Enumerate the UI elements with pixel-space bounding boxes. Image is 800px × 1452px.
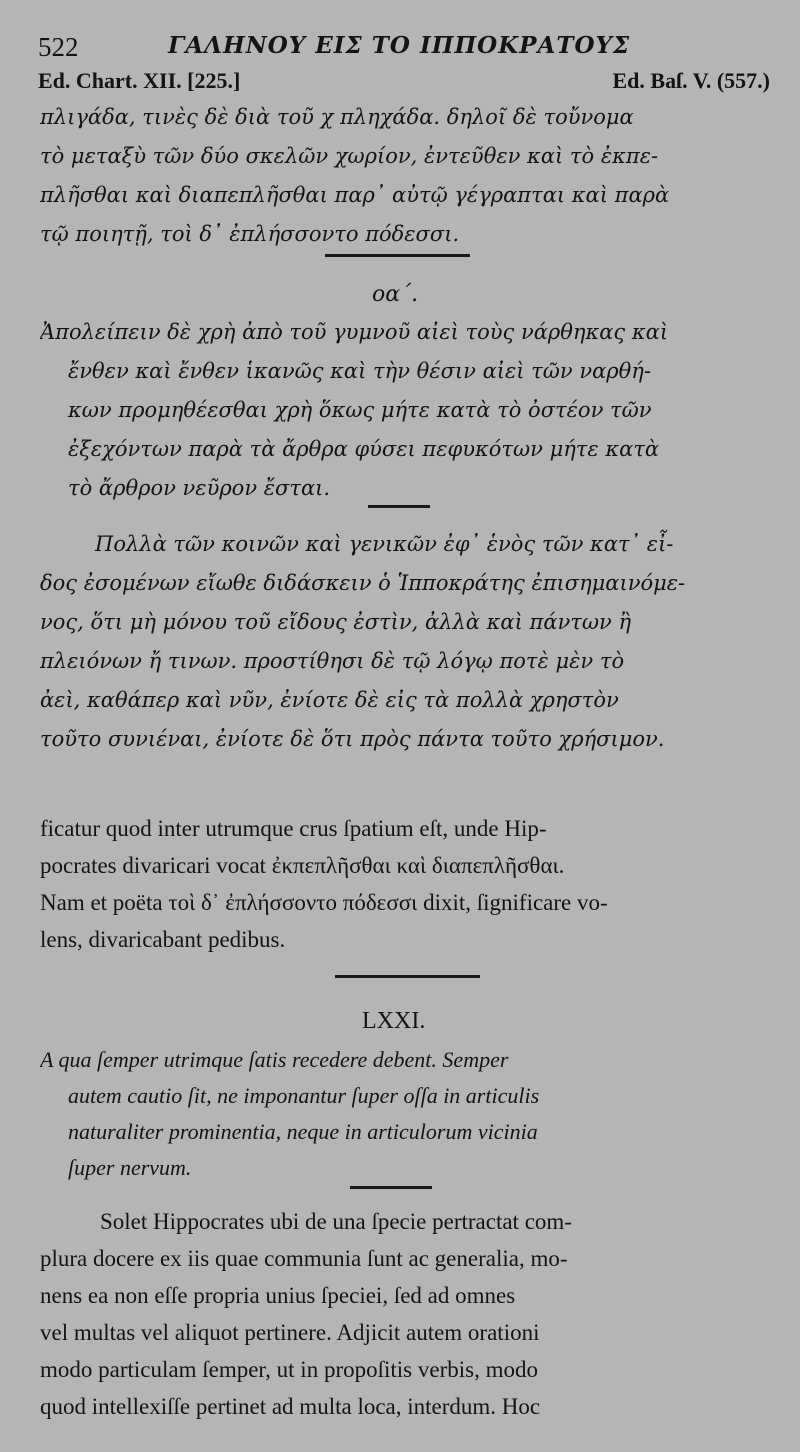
text-line: autem cautio ſit, ne imponantur ſuper oſſa in articulis — [68, 1083, 540, 1108]
latin-commentary — [40, 1203, 770, 1425]
section-divider — [368, 505, 430, 508]
text-line: πλειόνων ἤ τινων. προστίθησι δὲ τῷ λόγῳ ποτὲ μὲν τὸ — [40, 649, 625, 673]
text-line: κων προμηθέεσθαι χρὴ ὅκως μήτε κατὰ τὸ ὀστέον τῶν — [68, 398, 652, 422]
text-line: τοῦτο συνιέναι, ἐνίοτε δὲ ὅτι πρὸς πάντα τοῦτο χρήσιμον. — [40, 727, 665, 751]
text-line: ἀεὶ, καθάπερ καὶ νῦν, ἐνίοτε δὲ εἰς τὰ πολλὰ χρηστὸν — [40, 688, 619, 712]
text-line: vel multas vel aliquot pertinere. Adjicit autem orationi — [40, 1320, 540, 1345]
greek-aphorism — [40, 313, 770, 508]
section-divider — [350, 1186, 432, 1189]
latin-top-paragraph — [40, 810, 770, 958]
text-line: Ἀπολείπειν δὲ χρὴ ἀπὸ τοῦ γυμνοῦ αἰεὶ τοὺς νάρθηκας καὶ — [40, 320, 669, 344]
text-line: ſuper nervum. — [68, 1155, 192, 1180]
greek-top-paragraph — [40, 98, 770, 254]
running-title: ΓΑΛΗΝΟΥ ΕΙΣ ΤΟ ΙΠΠΟΚΡΑΤΟΥΣ — [168, 32, 631, 59]
text-line: ἔνθεν καὶ ἔνθεν ἱκανῶς καὶ τὴν θέσιν αἰεὶ τῶν ναρθή- — [68, 359, 651, 383]
text-line: τὸ ἄρθρον νεῦρον ἔσται. — [68, 476, 331, 500]
latin-section-number: LXXI. — [362, 1008, 426, 1034]
text-line: A qua ſemper utrimque ſatis recedere debent. Semper — [40, 1047, 509, 1072]
text-line: τὸ μεταξὺ τῶν δύο σκελῶν χωρίον, ἐντεῦθεν καὶ τὸ ἐκπε- — [40, 144, 659, 168]
page-header — [38, 28, 770, 68]
text-line: modo particulam ſemper, ut in propoſitis verbis, modo — [40, 1357, 538, 1382]
section-divider — [335, 975, 480, 978]
text-line: ἐξεχόντων παρὰ τὰ ἄρθρα φύσει πεφυκότων μήτε κατὰ — [68, 437, 660, 461]
text-line: πλιγάδα, τινὲς δὲ διὰ τοῦ χ πληχάδα. δηλοῖ δὲ τοὔνομα — [40, 105, 634, 129]
text-line: Πολλὰ τῶν κοινῶν καὶ γενικῶν ἐφ᾽ ἑνὸς τῶν κατ᾽ εἶ- — [95, 532, 674, 556]
greek-commentary — [40, 525, 770, 759]
text-line: lens, divaricabant pedibus. — [40, 927, 286, 952]
text-line: pocrates divaricari vocat ἐκπεπλῆσθαι καὶ διαπεπλῆσθαι. — [40, 853, 565, 878]
text-line: quod intellexiſſe pertinet ad multa loca, interdum. Hoc — [40, 1394, 541, 1419]
text-line: plura docere ex iis quae communia ſunt ac generalia, mo- — [40, 1246, 568, 1271]
text-line: πλῆσθαι καὶ διαπεπλῆσθαι παρ᾽ αὐτῷ γέγραπται καὶ παρὰ — [40, 183, 670, 207]
text-line: δος ἐσομένων εἴωθε διδάσκειν ὁ Ἱπποκράτης ἐπισημαινόμε- — [40, 571, 686, 595]
edition-right: Ed. Baſ. V. (557.) — [612, 68, 770, 93]
text-line: nens ea non eſſe propria unius ſpeciei, ſed ad omnes — [40, 1283, 516, 1308]
text-line: ficatur quod inter utrumque crus ſpatium eſt, unde Hip- — [40, 816, 547, 841]
latin-aphorism — [40, 1042, 770, 1186]
text-line: Solet Hippocrates ubi de una ſpecie pertractat com- — [100, 1209, 572, 1234]
edition-reference — [38, 68, 770, 98]
text-line: τῷ ποιητῇ, τοὶ δ᾽ ἐπλήσσοντο πόδεσσι. — [40, 222, 460, 246]
edition-left: Ed. Chart. XII. [225.] — [38, 68, 241, 93]
text-line: naturaliter prominentia, neque in articulorum vicinia — [68, 1119, 538, 1144]
page-number: 522 — [38, 32, 79, 62]
section-divider — [325, 254, 470, 257]
text-line: Nam et poëta τοὶ δ᾽ ἐπλήσσοντο πόδεσσι dixit, ſignificare vo- — [40, 890, 608, 915]
greek-section-number: οα΄. — [372, 282, 419, 307]
text-line: νος, ὅτι μὴ μόνου τοῦ εἴδους ἐστὶν, ἀλλὰ καὶ πάντων ἢ — [40, 610, 632, 634]
